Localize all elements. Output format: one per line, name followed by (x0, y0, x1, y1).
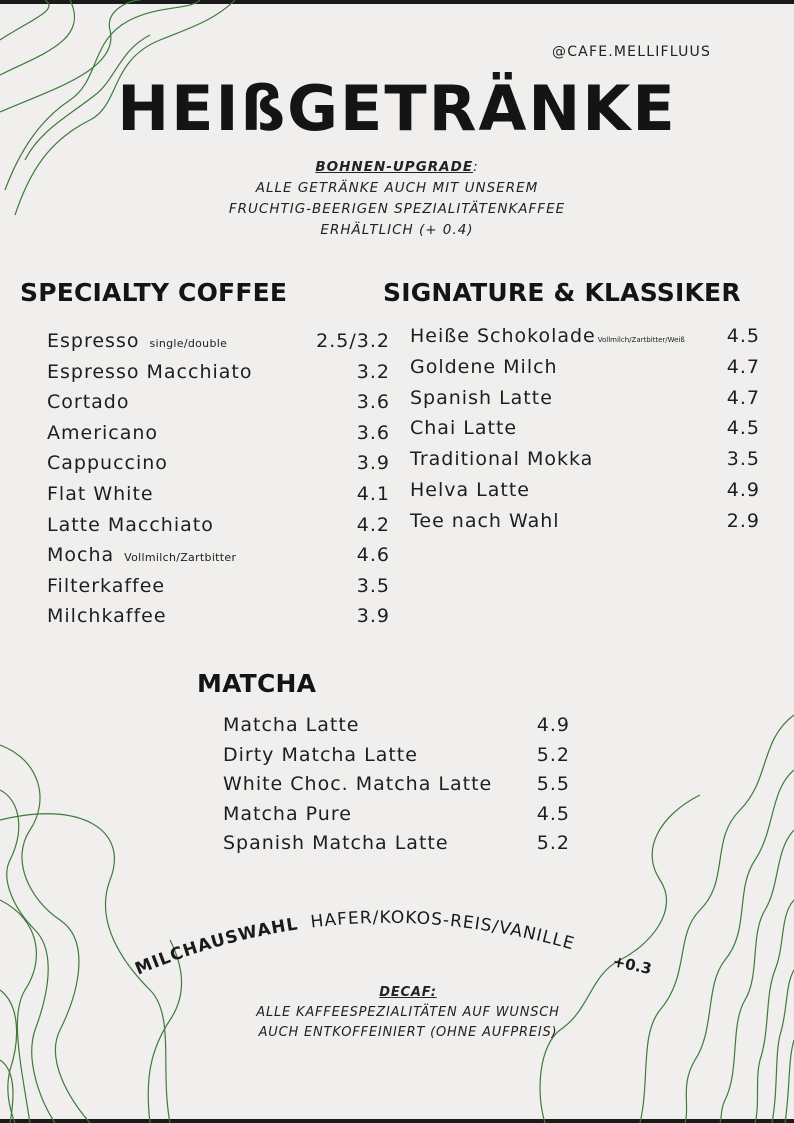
menu-item-label: Chai Latte (410, 417, 518, 440)
menu-item-label: Goldene Milch (410, 355, 558, 378)
menu-item-label: Spanish Latte (410, 386, 553, 409)
milk-surcharge: +0.3 (611, 952, 654, 979)
bean-upgrade-line-2: FRUCHTIG-BEERIGEN SPEZIALITÄTENKAFFEE (228, 201, 566, 217)
menu-item-label: Dirty Matcha Latte (223, 743, 418, 766)
instagram-handle: @CAFE.MELLIFLUUS (552, 44, 712, 60)
menu-item-price: 4.5 (536, 802, 570, 825)
menu-item-label: Helva Latte (410, 479, 530, 501)
menu-item-label: Espresso (47, 330, 140, 352)
bean-upgrade-line-1: ALLE GETRÄNKE AUCH MIT UNSEREM (255, 180, 539, 196)
menu-item-label: Filterkaffee (47, 574, 166, 597)
milk-selection-label: MILCHAUSWAHL (132, 914, 300, 980)
bean-upgrade-colon: : (473, 159, 479, 175)
menu-item-price: 5.2 (536, 743, 570, 766)
menu-item-price: 4.9 (726, 479, 760, 501)
milk-selection-text (132, 908, 577, 980)
menu-item-price: 2.5/3.2 (316, 330, 390, 352)
menu-item-price: 4.2 (356, 513, 390, 536)
menu-item-price: 3.5 (356, 574, 390, 597)
menu-item-label: Tee nach Wahl (410, 509, 560, 532)
menu-item-price: 4.7 (726, 355, 760, 378)
menu-item-label: Cortado (47, 391, 130, 414)
bean-upgrade-line-3: ERHÄLTLICH (+ 0.4) (320, 222, 474, 238)
menu-item-price: 4.5 (726, 417, 760, 440)
menu-item-label: Cappuccino (47, 452, 168, 475)
menu-item-price: 3.2 (356, 360, 390, 383)
menu-item-price: 3.6 (356, 421, 390, 444)
menu-item-label: Flat White (47, 483, 154, 505)
menu-item-label: Matcha Pure (223, 802, 352, 825)
menu-item-note: single/double (149, 337, 228, 350)
menu-item-note: Vollmilch/Zartbitter/Weiß (597, 336, 685, 344)
decaf-heading: DECAF: (379, 985, 437, 1000)
menu-item-price: 4.5 (726, 325, 760, 347)
menu-item-price: 4.9 (536, 714, 570, 736)
menu-item-label: Americano (47, 421, 159, 444)
menu-item-price: 2.9 (726, 509, 760, 532)
specialty-coffee-heading: SPECIALTY COFFEE (20, 278, 288, 307)
menu-item-price: 4.7 (726, 386, 760, 409)
milk-options: HAFER/KOKOS-REIS/VANILLE (309, 907, 577, 955)
menu-item-label: Espresso Macchiato (47, 360, 253, 383)
menu-item-label: Latte Macchiato (47, 513, 214, 536)
menu-item-label: Milchkaffee (47, 605, 167, 628)
menu-item-price: 5.5 (536, 773, 570, 795)
decaf-line-1: ALLE KAFFEESPEZIALITÄTEN AUF WUNSCH (256, 1005, 560, 1020)
menu-item-label: Matcha Latte (223, 714, 360, 736)
menu-item-label: Traditional Mokka (410, 448, 594, 471)
page-title: HEIßGETRÄNKE (117, 72, 677, 145)
menu-item-label: Heiße Schokolade (410, 325, 596, 347)
menu-item-label: Spanish Matcha Latte (223, 832, 449, 854)
menu-item-label: Mocha (47, 544, 115, 567)
menu-item-price: 3.5 (726, 448, 760, 471)
matcha-heading: MATCHA (197, 669, 317, 698)
menu-item-price: 4.6 (356, 544, 390, 567)
menu-item-note: Vollmilch/Zartbitter (124, 551, 237, 565)
menu-item-price: 3.9 (356, 605, 390, 628)
menu-item-label: White Choc. Matcha Latte (223, 773, 493, 795)
signature-heading: SIGNATURE & KLASSIKER (383, 278, 741, 307)
menu-item-price: 3.9 (356, 452, 390, 475)
decaf-note (208, 983, 608, 1043)
menu-item-price: 3.6 (356, 391, 390, 414)
decaf-line-2: AUCH ENTKOFFEINIERT (OHNE AUFPREIS) (258, 1025, 558, 1040)
menu-item-price: 5.2 (536, 832, 570, 854)
bean-upgrade-heading: BOHNEN-UPGRADE (315, 159, 474, 175)
menu-item-price: 4.1 (356, 483, 390, 505)
